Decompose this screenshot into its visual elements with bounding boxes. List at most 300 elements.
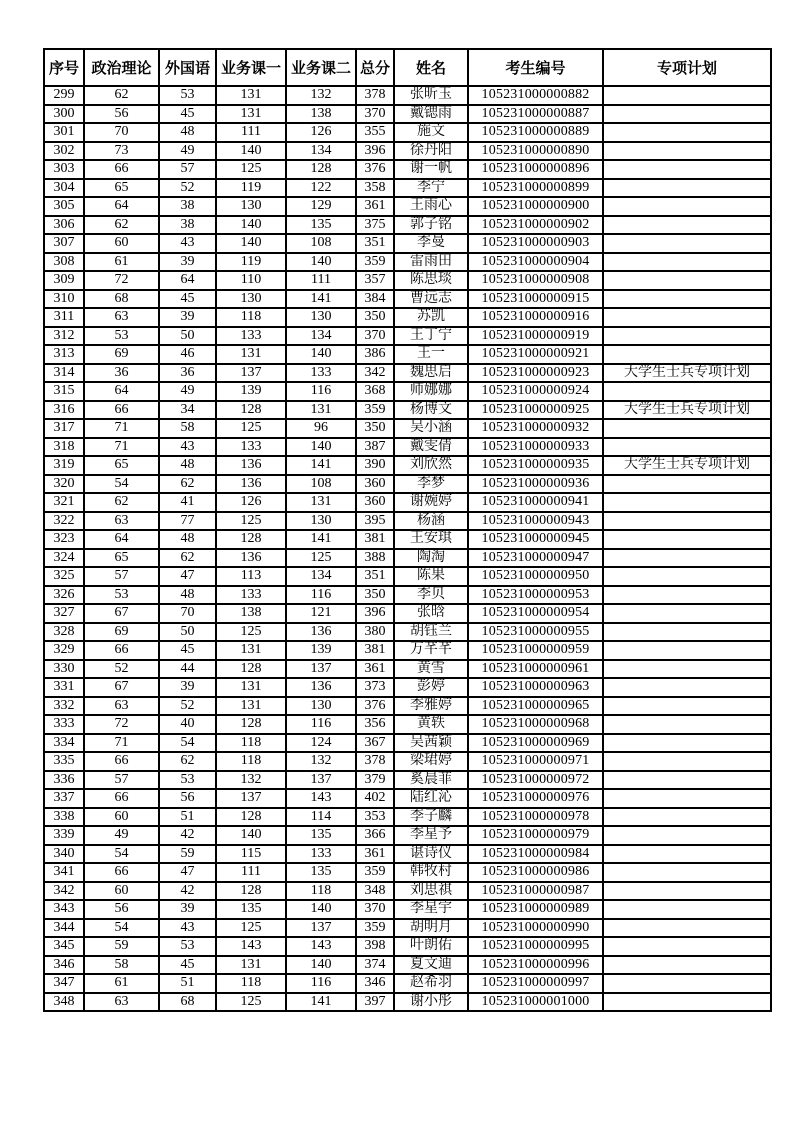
cell-candidate-id: 105231000000961 <box>468 660 603 679</box>
cell-name: 李雅婷 <box>394 697 468 716</box>
table-row <box>44 179 771 198</box>
cell-course1: 128 <box>216 715 286 734</box>
cell-foreign-lang: 70 <box>159 604 216 623</box>
cell-serial: 308 <box>44 253 84 272</box>
cell-candidate-id: 105231000000953 <box>468 586 603 605</box>
cell-total: 361 <box>356 197 394 216</box>
cell-candidate-id: 105231000000925 <box>468 401 603 420</box>
cell-special-plan <box>603 493 771 512</box>
table-row <box>44 493 771 512</box>
cell-special-plan <box>603 271 771 290</box>
cell-serial: 325 <box>44 567 84 586</box>
cell-foreign-lang: 53 <box>159 937 216 956</box>
cell-name: 王雨心 <box>394 197 468 216</box>
cell-course2: 108 <box>286 234 356 253</box>
cell-politics: 67 <box>84 678 159 697</box>
cell-politics: 66 <box>84 641 159 660</box>
cell-foreign-lang: 42 <box>159 826 216 845</box>
cell-politics: 65 <box>84 549 159 568</box>
cell-name: 张昕玉 <box>394 86 468 105</box>
cell-special-plan <box>603 345 771 364</box>
cell-candidate-id: 105231000000903 <box>468 234 603 253</box>
cell-total: 397 <box>356 993 394 1012</box>
cell-candidate-id: 105231000000963 <box>468 678 603 697</box>
table-row <box>44 456 771 475</box>
cell-special-plan <box>603 900 771 919</box>
cell-name: 谢一帆 <box>394 160 468 179</box>
cell-total: 356 <box>356 715 394 734</box>
cell-foreign-lang: 39 <box>159 308 216 327</box>
table-row <box>44 623 771 642</box>
cell-special-plan <box>603 919 771 938</box>
cell-politics: 59 <box>84 937 159 956</box>
table-row <box>44 752 771 771</box>
cell-foreign-lang: 44 <box>159 660 216 679</box>
cell-foreign-lang: 54 <box>159 734 216 753</box>
cell-course1: 140 <box>216 234 286 253</box>
cell-total: 358 <box>356 179 394 198</box>
cell-course2: 125 <box>286 549 356 568</box>
cell-name: 曹远志 <box>394 290 468 309</box>
cell-total: 367 <box>356 734 394 753</box>
cell-total: 359 <box>356 253 394 272</box>
cell-candidate-id: 105231000000902 <box>468 216 603 235</box>
cell-foreign-lang: 43 <box>159 234 216 253</box>
cell-special-plan <box>603 845 771 864</box>
cell-special-plan <box>603 86 771 105</box>
cell-politics: 60 <box>84 234 159 253</box>
cell-total: 398 <box>356 937 394 956</box>
cell-course2: 116 <box>286 974 356 993</box>
cell-course1: 132 <box>216 771 286 790</box>
cell-politics: 73 <box>84 142 159 161</box>
cell-course1: 135 <box>216 900 286 919</box>
cell-serial: 345 <box>44 937 84 956</box>
cell-special-plan <box>603 290 771 309</box>
cell-course1: 131 <box>216 956 286 975</box>
col-header-course2: 业务课二 <box>286 49 356 86</box>
cell-course2: 141 <box>286 530 356 549</box>
cell-name: 梁珺婷 <box>394 752 468 771</box>
cell-foreign-lang: 38 <box>159 197 216 216</box>
cell-name: 魏思启 <box>394 364 468 383</box>
cell-serial: 343 <box>44 900 84 919</box>
cell-course2: 137 <box>286 660 356 679</box>
cell-course1: 118 <box>216 734 286 753</box>
cell-course1: 140 <box>216 216 286 235</box>
cell-course2: 131 <box>286 401 356 420</box>
cell-candidate-id: 105231000000989 <box>468 900 603 919</box>
cell-total: 402 <box>356 789 394 808</box>
cell-politics: 61 <box>84 253 159 272</box>
cell-serial: 332 <box>44 697 84 716</box>
cell-total: 360 <box>356 475 394 494</box>
cell-foreign-lang: 48 <box>159 456 216 475</box>
cell-candidate-id: 105231000000890 <box>468 142 603 161</box>
cell-course2: 136 <box>286 678 356 697</box>
cell-candidate-id: 105231000000900 <box>468 197 603 216</box>
cell-course1: 138 <box>216 604 286 623</box>
cell-total: 355 <box>356 123 394 142</box>
cell-candidate-id: 105231000000996 <box>468 956 603 975</box>
cell-name: 戴雯倩 <box>394 438 468 457</box>
cell-special-plan <box>603 475 771 494</box>
cell-name: 韩牧村 <box>394 863 468 882</box>
col-header-candidate-id: 考生编号 <box>468 49 603 86</box>
table-row <box>44 771 771 790</box>
cell-foreign-lang: 45 <box>159 641 216 660</box>
cell-course1: 133 <box>216 327 286 346</box>
cell-special-plan <box>603 604 771 623</box>
cell-politics: 54 <box>84 845 159 864</box>
cell-course1: 140 <box>216 826 286 845</box>
cell-serial: 334 <box>44 734 84 753</box>
cell-foreign-lang: 51 <box>159 808 216 827</box>
cell-foreign-lang: 58 <box>159 419 216 438</box>
cell-course1: 131 <box>216 86 286 105</box>
cell-course2: 137 <box>286 919 356 938</box>
cell-foreign-lang: 53 <box>159 86 216 105</box>
table-row <box>44 253 771 272</box>
cell-politics: 56 <box>84 105 159 124</box>
cell-special-plan: 大学生士兵专项计划 <box>603 456 771 475</box>
cell-course2: 114 <box>286 808 356 827</box>
cell-name: 杨涵 <box>394 512 468 531</box>
cell-serial: 346 <box>44 956 84 975</box>
cell-name: 王丁宁 <box>394 327 468 346</box>
cell-foreign-lang: 39 <box>159 678 216 697</box>
cell-name: 张晗 <box>394 604 468 623</box>
cell-course2: 96 <box>286 419 356 438</box>
cell-serial: 304 <box>44 179 84 198</box>
cell-foreign-lang: 52 <box>159 179 216 198</box>
cell-foreign-lang: 43 <box>159 919 216 938</box>
col-header-serial: 序号 <box>44 49 84 86</box>
cell-special-plan <box>603 512 771 531</box>
cell-special-plan <box>603 863 771 882</box>
cell-special-plan <box>603 438 771 457</box>
cell-serial: 331 <box>44 678 84 697</box>
cell-course2: 135 <box>286 863 356 882</box>
cell-name: 夏文迪 <box>394 956 468 975</box>
cell-candidate-id: 105231000000972 <box>468 771 603 790</box>
cell-course2: 130 <box>286 308 356 327</box>
cell-course2: 135 <box>286 826 356 845</box>
cell-candidate-id: 105231000000986 <box>468 863 603 882</box>
cell-politics: 66 <box>84 752 159 771</box>
table-row <box>44 234 771 253</box>
cell-name: 谢小彤 <box>394 993 468 1012</box>
cell-politics: 36 <box>84 364 159 383</box>
cell-total: 370 <box>356 327 394 346</box>
cell-course1: 119 <box>216 253 286 272</box>
cell-total: 359 <box>356 863 394 882</box>
cell-total: 379 <box>356 771 394 790</box>
cell-total: 370 <box>356 105 394 124</box>
cell-foreign-lang: 57 <box>159 160 216 179</box>
cell-candidate-id: 105231000000936 <box>468 475 603 494</box>
table-row <box>44 974 771 993</box>
cell-course2: 116 <box>286 586 356 605</box>
cell-candidate-id: 105231000000923 <box>468 364 603 383</box>
cell-total: 360 <box>356 493 394 512</box>
cell-name: 王一 <box>394 345 468 364</box>
cell-serial: 333 <box>44 715 84 734</box>
cell-serial: 341 <box>44 863 84 882</box>
table-row <box>44 438 771 457</box>
cell-candidate-id: 105231000000941 <box>468 493 603 512</box>
cell-course2: 133 <box>286 845 356 864</box>
cell-politics: 66 <box>84 160 159 179</box>
cell-candidate-id: 105231000000947 <box>468 549 603 568</box>
cell-politics: 57 <box>84 771 159 790</box>
cell-total: 353 <box>356 808 394 827</box>
cell-name: 万芊芊 <box>394 641 468 660</box>
cell-politics: 61 <box>84 974 159 993</box>
table-row <box>44 105 771 124</box>
cell-serial: 310 <box>44 290 84 309</box>
table-row <box>44 919 771 938</box>
cell-candidate-id: 105231000000965 <box>468 697 603 716</box>
table-row <box>44 512 771 531</box>
cell-special-plan <box>603 567 771 586</box>
cell-candidate-id: 105231000000904 <box>468 253 603 272</box>
cell-special-plan <box>603 530 771 549</box>
cell-course2: 138 <box>286 105 356 124</box>
cell-serial: 319 <box>44 456 84 475</box>
cell-special-plan <box>603 327 771 346</box>
cell-serial: 311 <box>44 308 84 327</box>
cell-politics: 49 <box>84 826 159 845</box>
cell-foreign-lang: 48 <box>159 123 216 142</box>
cell-politics: 58 <box>84 956 159 975</box>
cell-serial: 314 <box>44 364 84 383</box>
cell-total: 350 <box>356 419 394 438</box>
cell-course1: 136 <box>216 549 286 568</box>
table-row <box>44 86 771 105</box>
cell-candidate-id: 105231000000954 <box>468 604 603 623</box>
cell-course2: 134 <box>286 567 356 586</box>
cell-total: 350 <box>356 586 394 605</box>
cell-course2: 139 <box>286 641 356 660</box>
cell-serial: 324 <box>44 549 84 568</box>
cell-course2: 131 <box>286 493 356 512</box>
cell-foreign-lang: 36 <box>159 364 216 383</box>
cell-name: 胡钰兰 <box>394 623 468 642</box>
cell-politics: 63 <box>84 697 159 716</box>
cell-serial: 313 <box>44 345 84 364</box>
cell-special-plan <box>603 826 771 845</box>
cell-name: 李子麟 <box>394 808 468 827</box>
table-row <box>44 845 771 864</box>
cell-name: 杨博文 <box>394 401 468 420</box>
table-row <box>44 419 771 438</box>
cell-special-plan <box>603 660 771 679</box>
cell-name: 师娜娜 <box>394 382 468 401</box>
cell-total: 376 <box>356 697 394 716</box>
table-row <box>44 197 771 216</box>
cell-total: 396 <box>356 142 394 161</box>
table-row <box>44 160 771 179</box>
table-row <box>44 900 771 919</box>
cell-name: 奚晨菲 <box>394 771 468 790</box>
header-row <box>44 49 771 86</box>
cell-foreign-lang: 45 <box>159 290 216 309</box>
table-row <box>44 271 771 290</box>
cell-candidate-id: 105231000000955 <box>468 623 603 642</box>
cell-total: 381 <box>356 641 394 660</box>
cell-course1: 113 <box>216 567 286 586</box>
cell-candidate-id: 105231000000924 <box>468 382 603 401</box>
table-header <box>44 49 771 86</box>
cell-candidate-id: 105231000000978 <box>468 808 603 827</box>
cell-special-plan <box>603 993 771 1012</box>
cell-candidate-id: 105231000000933 <box>468 438 603 457</box>
table-row <box>44 549 771 568</box>
cell-name: 李曼 <box>394 234 468 253</box>
cell-total: 387 <box>356 438 394 457</box>
table-row <box>44 216 771 235</box>
cell-total: 368 <box>356 382 394 401</box>
table-row <box>44 678 771 697</box>
cell-foreign-lang: 45 <box>159 105 216 124</box>
cell-course2: 133 <box>286 364 356 383</box>
cell-total: 380 <box>356 623 394 642</box>
cell-special-plan <box>603 715 771 734</box>
cell-course2: 135 <box>286 216 356 235</box>
cell-total: 378 <box>356 752 394 771</box>
table-row <box>44 382 771 401</box>
cell-politics: 68 <box>84 290 159 309</box>
cell-foreign-lang: 50 <box>159 327 216 346</box>
cell-politics: 66 <box>84 789 159 808</box>
cell-total: 384 <box>356 290 394 309</box>
cell-name: 黄雪 <box>394 660 468 679</box>
cell-special-plan <box>603 789 771 808</box>
table-row <box>44 808 771 827</box>
cell-politics: 53 <box>84 327 159 346</box>
cell-name: 谌诗仪 <box>394 845 468 864</box>
cell-course2: 122 <box>286 179 356 198</box>
cell-serial: 321 <box>44 493 84 512</box>
cell-foreign-lang: 38 <box>159 216 216 235</box>
cell-course2: 111 <box>286 271 356 290</box>
cell-course2: 134 <box>286 327 356 346</box>
cell-name: 黄轶 <box>394 715 468 734</box>
cell-total: 396 <box>356 604 394 623</box>
cell-serial: 316 <box>44 401 84 420</box>
cell-politics: 60 <box>84 808 159 827</box>
cell-politics: 69 <box>84 345 159 364</box>
cell-special-plan <box>603 160 771 179</box>
cell-politics: 62 <box>84 216 159 235</box>
cell-candidate-id: 105231000000919 <box>468 327 603 346</box>
cell-total: 395 <box>356 512 394 531</box>
cell-serial: 317 <box>44 419 84 438</box>
cell-total: 374 <box>356 956 394 975</box>
cell-politics: 69 <box>84 623 159 642</box>
cell-foreign-lang: 39 <box>159 253 216 272</box>
cell-name: 谢婉婷 <box>394 493 468 512</box>
cell-course2: 132 <box>286 752 356 771</box>
cell-politics: 57 <box>84 567 159 586</box>
cell-special-plan <box>603 734 771 753</box>
cell-course1: 125 <box>216 419 286 438</box>
cell-course2: 140 <box>286 438 356 457</box>
cell-politics: 71 <box>84 438 159 457</box>
cell-course2: 128 <box>286 160 356 179</box>
cell-foreign-lang: 62 <box>159 475 216 494</box>
cell-course2: 108 <box>286 475 356 494</box>
cell-course1: 118 <box>216 974 286 993</box>
cell-serial: 303 <box>44 160 84 179</box>
cell-special-plan <box>603 808 771 827</box>
table-row <box>44 789 771 808</box>
cell-serial: 330 <box>44 660 84 679</box>
cell-name: 叶朗佑 <box>394 937 468 956</box>
cell-name: 苏凯 <box>394 308 468 327</box>
cell-candidate-id: 105231000000990 <box>468 919 603 938</box>
cell-serial: 326 <box>44 586 84 605</box>
cell-serial: 302 <box>44 142 84 161</box>
cell-course1: 140 <box>216 142 286 161</box>
cell-foreign-lang: 40 <box>159 715 216 734</box>
cell-special-plan <box>603 253 771 272</box>
cell-candidate-id: 105231000000921 <box>468 345 603 364</box>
cell-total: 348 <box>356 882 394 901</box>
cell-foreign-lang: 77 <box>159 512 216 531</box>
cell-candidate-id: 105231000000935 <box>468 456 603 475</box>
table-row <box>44 530 771 549</box>
cell-course1: 125 <box>216 160 286 179</box>
cell-foreign-lang: 53 <box>159 771 216 790</box>
cell-course1: 128 <box>216 530 286 549</box>
cell-candidate-id: 105231000000976 <box>468 789 603 808</box>
cell-total: 351 <box>356 567 394 586</box>
cell-foreign-lang: 62 <box>159 752 216 771</box>
cell-candidate-id: 105231000000887 <box>468 105 603 124</box>
cell-name: 胡明月 <box>394 919 468 938</box>
cell-foreign-lang: 48 <box>159 530 216 549</box>
cell-course2: 126 <box>286 123 356 142</box>
cell-name: 李宁 <box>394 179 468 198</box>
cell-serial: 348 <box>44 993 84 1012</box>
table-row <box>44 641 771 660</box>
cell-course1: 130 <box>216 197 286 216</box>
table-row <box>44 993 771 1012</box>
cell-serial: 320 <box>44 475 84 494</box>
cell-total: 361 <box>356 845 394 864</box>
table-row <box>44 364 771 383</box>
cell-politics: 63 <box>84 512 159 531</box>
cell-name: 徐丹阳 <box>394 142 468 161</box>
cell-serial: 299 <box>44 86 84 105</box>
cell-total: 375 <box>356 216 394 235</box>
cell-course1: 125 <box>216 993 286 1012</box>
table-row <box>44 734 771 753</box>
cell-total: 376 <box>356 160 394 179</box>
table-row <box>44 863 771 882</box>
cell-candidate-id: 105231000000997 <box>468 974 603 993</box>
cell-serial: 306 <box>44 216 84 235</box>
cell-course1: 125 <box>216 623 286 642</box>
cell-special-plan <box>603 234 771 253</box>
cell-name: 李星予 <box>394 826 468 845</box>
table-row <box>44 308 771 327</box>
cell-politics: 62 <box>84 86 159 105</box>
cell-course1: 137 <box>216 789 286 808</box>
cell-special-plan <box>603 105 771 124</box>
